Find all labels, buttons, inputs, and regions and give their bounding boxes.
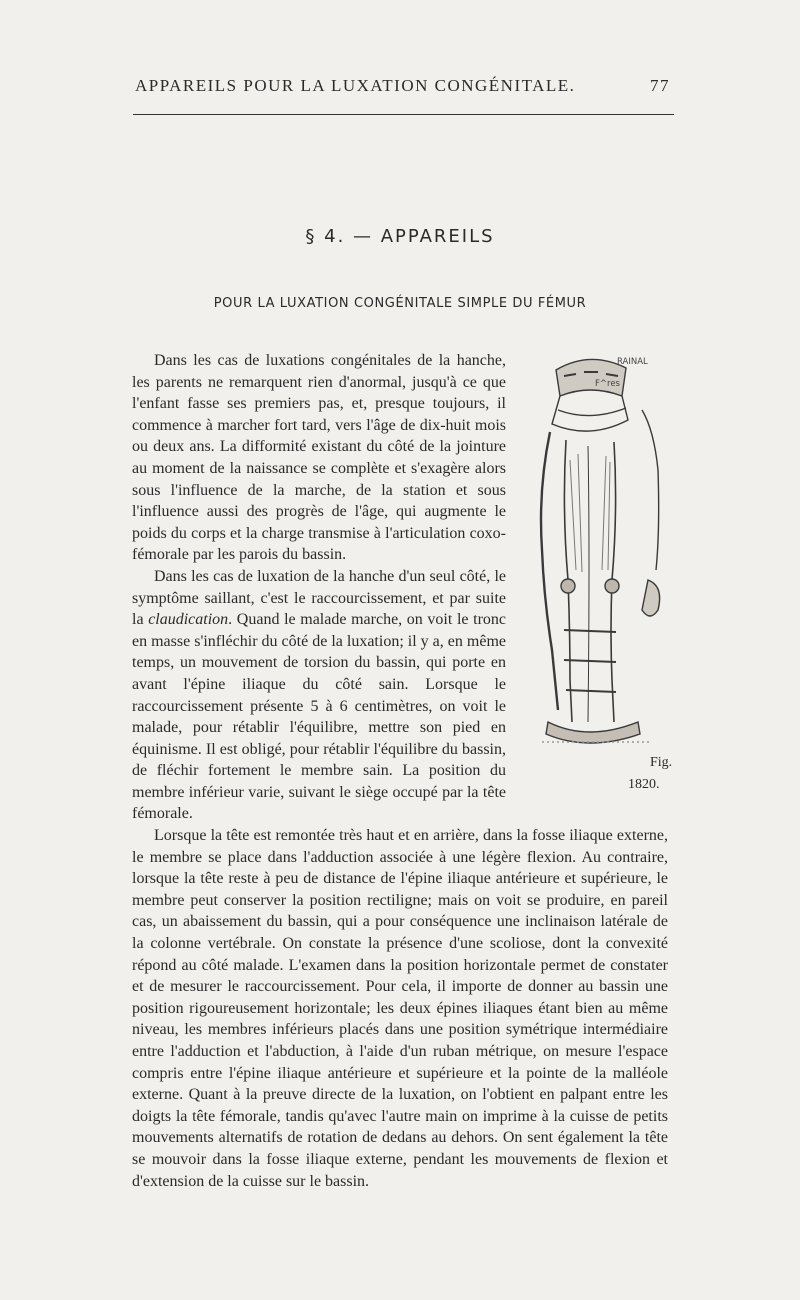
- paragraph-1-text: Dans les cas de luxations congénitales de la hanche, les parents ne remarquent rien d'anormal, jusqu'à ce que l'enfant fasse ses premiers pas, et, presque toujours, il commence à marcher fort tard, vers l'âge de dix-huit mois ou deux ans. La difformité existant du côté de la jointure au moment de la naissance se complète et s'exagère alors sous l'influence de la marche, de la station et sous l'influence aussi des progrès de l'âge, qui augmente le poids du corps et la charge transmise à l'articulation coxo-fémorale par les parois du bassin.: [132, 352, 506, 564]
- figure-1820: [518, 350, 673, 792]
- running-head: [135, 76, 670, 96]
- paragraph-3: Lorsque la tête est remontée très haut et en arrière, dans la fosse iliaque externe, le membre se place dans l'adduction associée à une légère flexion. Au contraire, lorsque la tête reste à peu de distance de l'épine iliaque antérieure et supérieure, le membre peut conserver la position rectiligne; mais on voit se produire, en pareil cas, un abaissement du bassin, qui a pour conséquence une inclinaison latérale de la colonne vertébrale. On constate la présence d'une scoliose, dont la convexité répond au côté malade. L'examen dans la position horizontale permet de constater et de mesurer le raccourcissement. Pour cela, il importe de donner au bassin une position rigoureusement horizontale; les deux épines iliaques étant bien au même niveau, les membres inférieurs placés dans une position symétrique intermédiaire entre l'adduction et l'abduction, à l'aide d'un ruban métrique, on mesure l'espace compris entre l'épine iliaque antérieure et supérieure et la pointe de la malléole externe. Quant à la preuve directe de la luxation, on l'obtient en palpant entre les doigts la tête fémorale, tandis qu'avec l'autre main on imprime à la cuisse de petits mouvements alternatifs de rotation de dedans au dehors. On sent également la tête se mouvoir dans la fosse iliaque externe, pendant les mouvements de flexion et d'extension de la cuisse sur le bassin.: [132, 827, 668, 1190]
- body-text: [132, 350, 673, 1192]
- section-subtitle: POUR LA LUXATION CONGÉNITALE SIMPLE DU FÉMUR: [213, 296, 587, 311]
- orthopedic-apparatus-illustration: [518, 350, 668, 750]
- running-title: APPAREILS POUR LA LUXATION CONGÉNITALE.: [135, 76, 576, 95]
- engraver-signature: RAINAL F^res: [595, 357, 648, 389]
- header-rule: [133, 114, 674, 115]
- section-title: § 4. — APPAREILS: [305, 226, 495, 247]
- claudication-term: claudication: [148, 611, 229, 629]
- figure-caption: Fig. 1820.: [628, 755, 673, 792]
- paragraph-2-text-a: Dans les cas de luxation de la hanche d'un seul côté, le symptôme saillant, c'est le raccourcissement, et par suite la: [132, 567, 506, 629]
- paragraph-2-text-b: . Quand le malade marche, on voit le tronc en masse s'infléchir du côté de la luxation; il y a, en même temps, un mouvement de torsion du bassin, qui porte en avant l'épine iliaque du côté sain. Lorsque le raccourcissement présente 5 à 6 centimètres, on voit le malade, pour rétablir l'équilibre, mettre son pied en équinisme. Il est obligé, pour rétablir l'équilibre du bassin, de fléchir fortement le membre sain. La position du membre inférieur varie, suivant le siège occupé par la tête fémorale.: [132, 611, 507, 823]
- page-number: 77: [650, 76, 670, 95]
